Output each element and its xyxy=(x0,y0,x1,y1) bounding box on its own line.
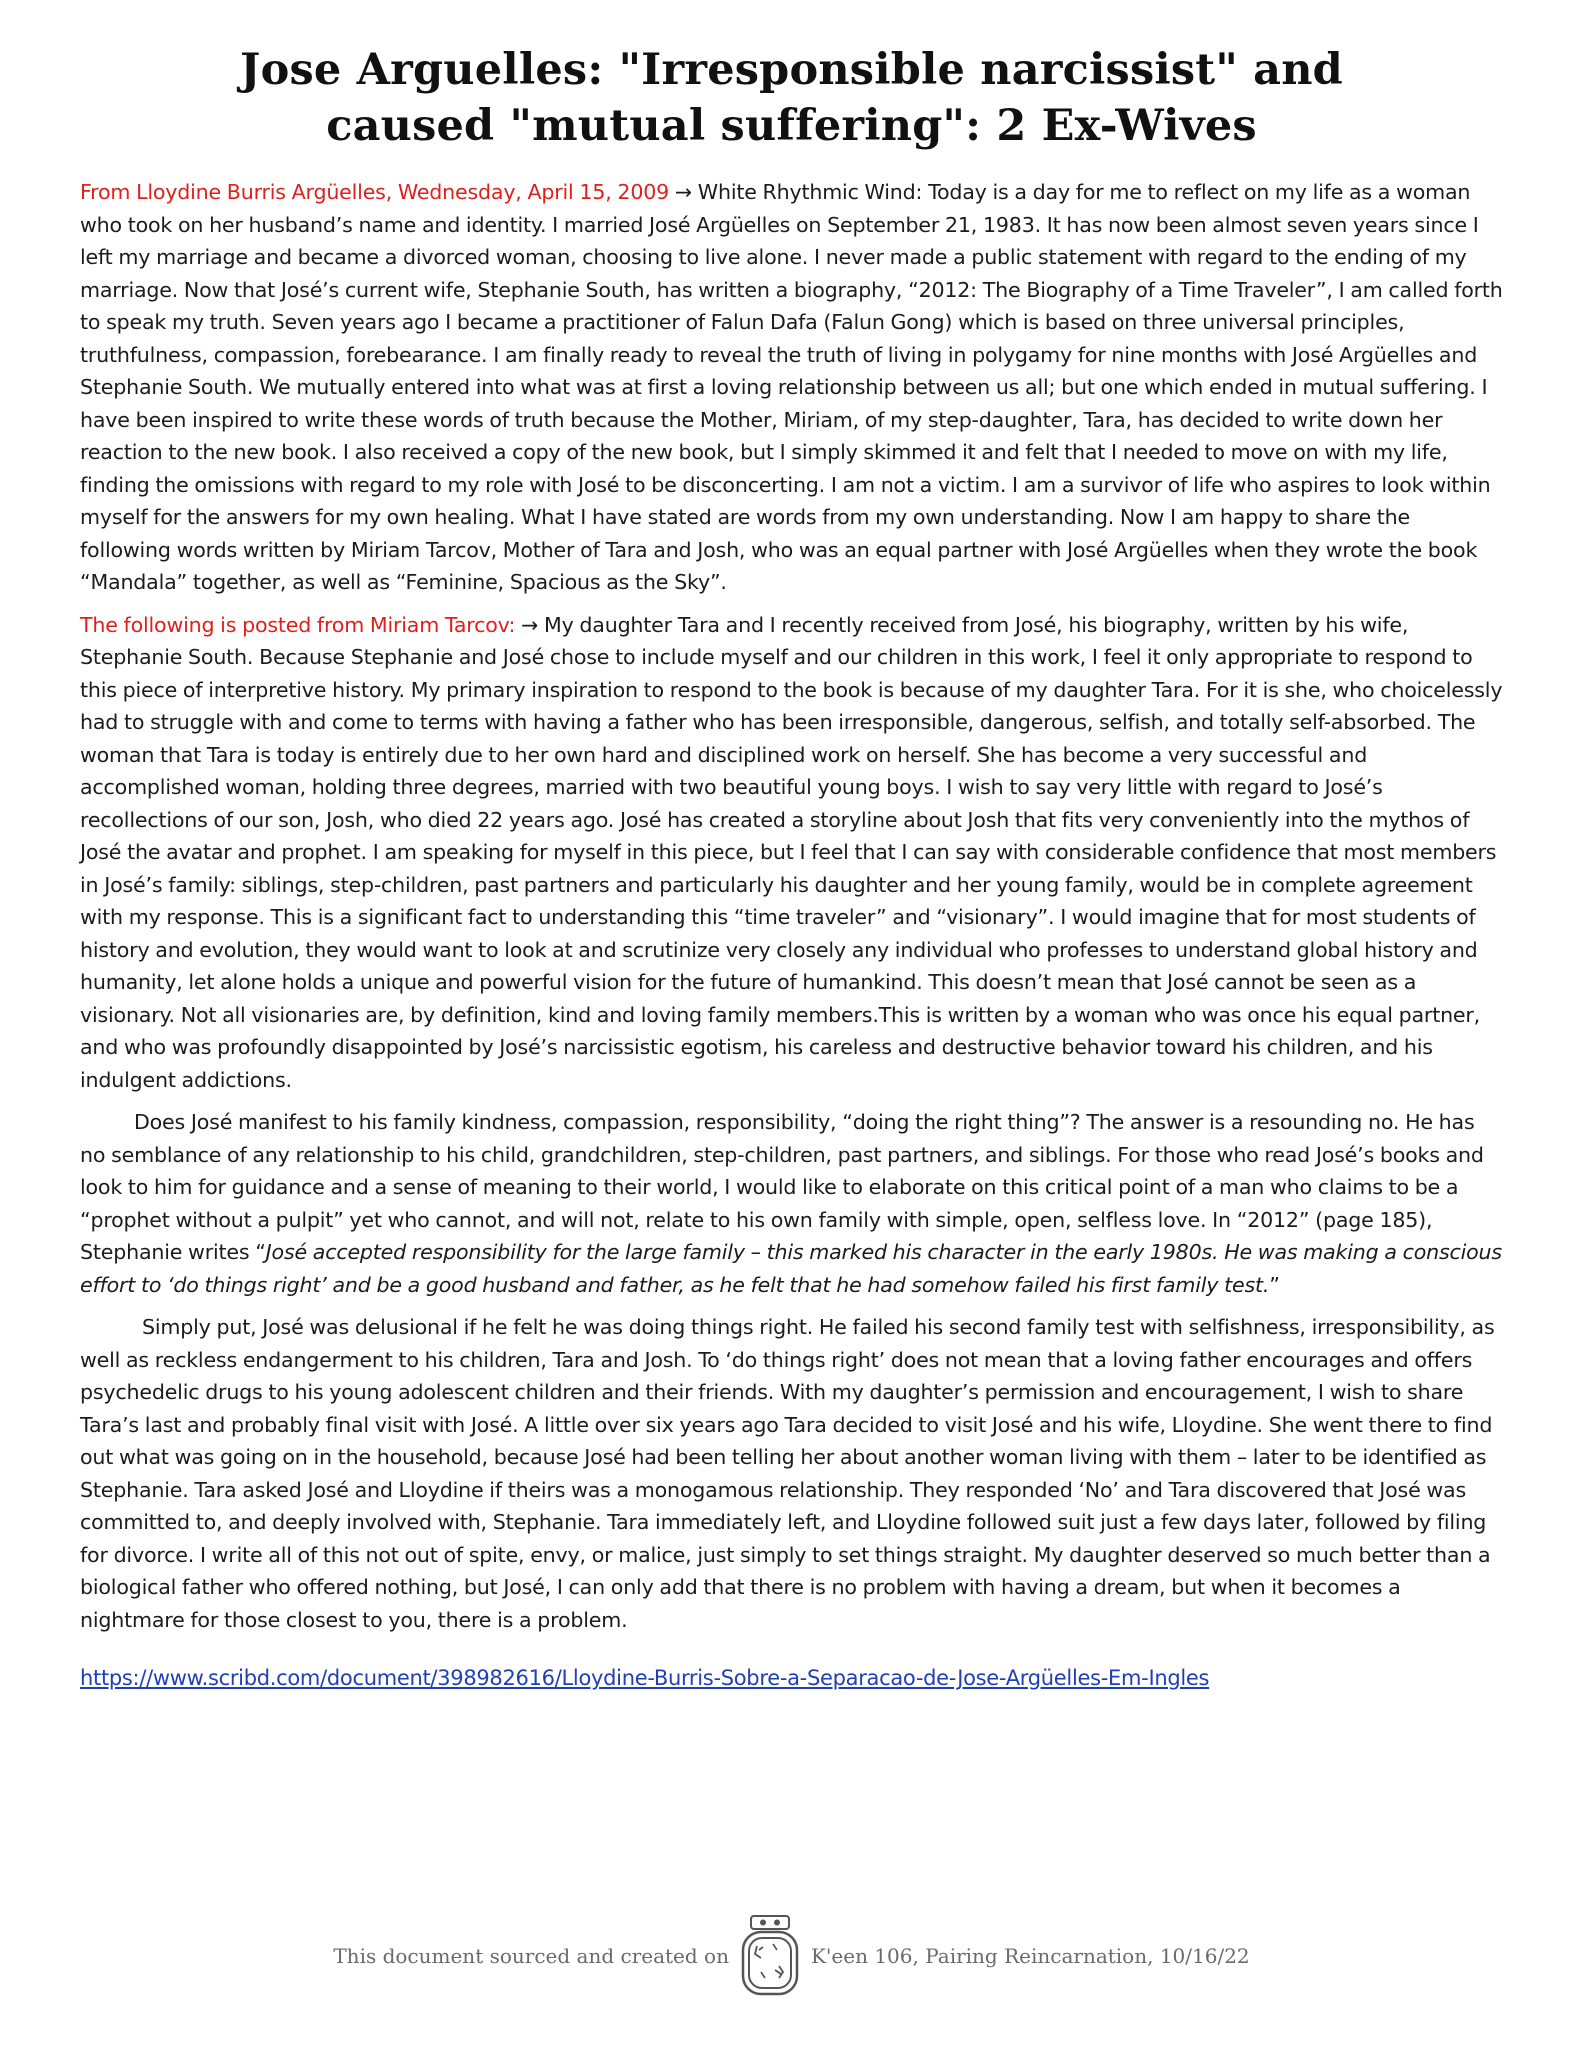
arrow-right-icon: → xyxy=(521,612,539,637)
family-question-text: Does José manifest to his family kindness, compassion, responsibility, “doing the right thing”? The answer is a resounding no. He has no semblance of any relationship to his child, grandchildren, step-children, past partners, and siblings. For those who read José’s books and look to him for guidance and a sense of meaning to their world, I would like to elaborate on this critical point of a man who claims to be a “prophet without a pulpit” yet who cannot, and will not, relate to his own family with simple, open, selfless love. In “2012” (page 185), Stephanie writes “ xyxy=(80,1110,1484,1264)
book-quote-italic: José accepted responsibility for the large family – this marked his character in the early 1980s. He was making a conscious effort to ‘do things right’ and be a good husband and father, as he felt that he had somehow failed his first family test. xyxy=(80,1240,1502,1297)
lloydine-source-label: From Lloydine Burris Argüelles, Wednesday, April 15, 2009 xyxy=(80,180,670,204)
kin-glyph-icon xyxy=(739,1914,801,1998)
miriam-statement-text: My daughter Tara and I recently received from José, his biography, written by his wife, Stephanie South. Because Stephanie and José chose to include myself and our children in this work, I feel it only appropriate to respond to this piece of interpretive history. My primary inspiration to respond to the book is because of my daughter Tara. For it is she, who choicelessly had to struggle with and come to terms with having a father who has been irresponsible, dangerous, selfish, and totally self-absorbed. The woman that Tara is today is entirely due to her own hard and disciplined work on herself. She has become a very successful and accomplished woman, holding three degrees, married with two beautiful young boys. I wish to say very little with regard to José’s recollections of our son, Josh, who died 22 years ago. José has created a storyline about Josh that fits very conveniently into the mythos of José the avatar and prophet. I am speaking for myself in this piece, but I feel that I can say with considerable confidence that most members in José’s family: siblings, step-children, past partners and particularly his daughter and her young family, would be in complete agreement with my response. This is a significant fact to understanding this “time traveler” and “visionary”. I would imagine that for most students of history and evolution, they would want to look at and scrutinize very closely any individual who professes to understand global history and humanity, let alone holds a unique and powerful vision for the future of humankind. This doesn’t mean that José cannot be seen as a visionary. Not all visionaries are, by definition, kind and loving family members.This is written by a woman who was once his equal partner, and who was profoundly disappointed by José’s narcissistic egotism, his careless and destructive behavior toward his children, and his indulgent addictions. xyxy=(80,612,1503,1092)
paragraph-lloydine xyxy=(80,176,1503,599)
source-link[interactable]: https://www.scribd.com/document/398982616/Lloydine-Burris-Sobre-a-Separacao-de-Jose-Argüelles-Em-Ingles xyxy=(80,1666,1210,1690)
tara-visit-text: Simply put, José was delusional if he felt he was doing things right. He failed his second family test with selfishness, irresponsibility, as well as reckless endangerment to his children, Tara and Josh. To ‘do things right’ does not mean that a loving father encourages and offers psychedelic drugs to his young adolescent children and their friends. With my daughter’s permission and encouragement, I wish to share Tara’s last and probably final visit with José. A little over six years ago Tara decided to visit José and his wife, Lloydine. She went there to find out what was going on in the household, because José had been telling her about another woman living with them – later to be identified as Stephanie. Tara asked José and Lloydine if theirs was a monogamous relationship. They responded ‘No’ and Tara discovered that José was committed to, and deeply involved with, Stephanie. Tara immediately left, and Lloydine followed suit just a few days later, followed by filing for divorce. I write all of this not out of spite, envy, or malice, just simply to set things straight. My daughter deserved so much better than a biological father who offered nothing, but José, I can only add that there is no problem with having a dream, but when it becomes a nightmare for those closest to you, there is a problem. xyxy=(80,1315,1495,1632)
title-line-1: Jose Arguelles: "Irresponsible narcissist" and xyxy=(240,45,1343,95)
paragraph-tara-visit xyxy=(80,1311,1503,1636)
paragraph-family-question xyxy=(80,1106,1503,1301)
quote-close-mark: ” xyxy=(1269,1272,1280,1297)
miriam-source-label: The following is posted from Miriam Tarcov: xyxy=(80,612,516,637)
lloydine-statement-text: White Rhythmic Wind: Today is a day for me to reflect on my life as a woman who took on her husband’s name and identity. I married José Argüelles on September 21, 1983. It has now been almost seven years since I left my marriage and became a divorced woman, choosing to live alone. I never made a public statement with regard to the ending of my marriage. Now that José’s current wife, Stephanie South, has written a biography, “2012: The Biography of a Time Traveler”, I am called forth to speak my truth. Seven years ago I became a practitioner of Falun Dafa (Falun Gong) which is based on three universal principles, truthfulness, compassion, forebearance. I am finally ready to reveal the truth of living in polygamy for nine months with José Argüelles and Stephanie South. We mutually entered into what was at first a loving relationship between us all; but one which ended in mutual suffering. I have been inspired to write these words of truth because the Mother, Miriam, of my step-daughter, Tara, has decided to write down her reaction to the new book. I also received a copy of the new book, but I simply skimmed it and felt that I needed to move on with my life, finding the omissions with regard to my role with José to be disconcerting. I am not a victim. I am a survivor of life who aspires to look within myself for the answers for my own healing. What I have stated are words from my own understanding. Now I am happy to share the following words written by Miriam Tarcov, Mother of Tara and Josh, who was an equal partner with José Argüelles when they wrote the book “Mandala” together, as well as “Feminine, Spacious as the Sky”. xyxy=(80,180,1503,594)
footer-left-text: This document sourced and created on xyxy=(333,1944,729,1968)
page-footer xyxy=(0,1914,1583,1998)
footer-right-text: K'een 106, Pairing Reincarnation, 10/16/22 xyxy=(810,1944,1250,1968)
arrow-right-icon: → xyxy=(674,180,692,204)
title-line-2: caused "mutual suffering": 2 Ex-Wives xyxy=(326,101,1257,151)
document-title xyxy=(80,42,1503,154)
paragraph-miriam xyxy=(80,609,1503,1097)
